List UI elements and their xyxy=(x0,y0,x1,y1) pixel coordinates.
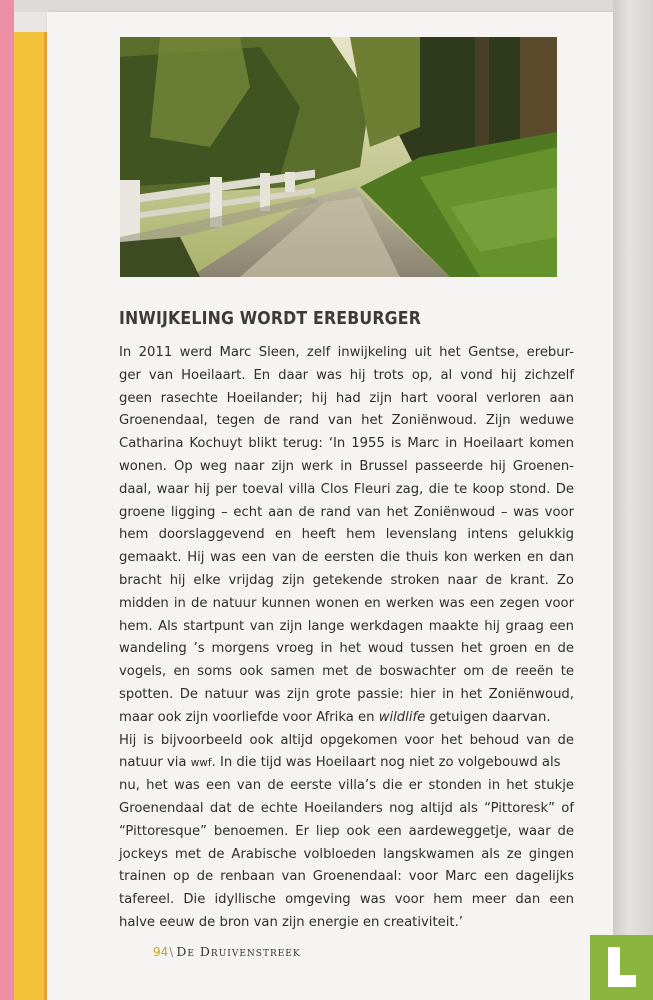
body-text-run: . In die tijd was Hoeilaart nog niet zo volgebouwd als xyxy=(211,755,561,771)
body-line: ger van Hoeilaart. En daar was hij trots op, al vond hij zichzelf xyxy=(119,367,574,383)
body-line: gemaakt. Hij was een van de eersten die thuis kon werken en dan xyxy=(119,550,574,566)
page-footer xyxy=(153,944,301,959)
book-spine-pink xyxy=(0,0,14,1000)
body-line: groene ligging – echt aan de rand van het Zoniënwoud – was voor xyxy=(119,504,574,520)
body-line: wonen. Op weg naar zijn werk in Brussel passeerde hij Groenen- xyxy=(119,458,574,474)
page-stack-edge xyxy=(613,0,653,1000)
article-heading: INWIJKELING WORDT EREBURGER xyxy=(119,309,422,329)
wwf-smallcaps: wwf xyxy=(190,757,212,770)
footer-separator: \ xyxy=(169,945,174,959)
body-line: Groenendaal, tegen de rand van het Zoniënwoud. Zijn weduwe xyxy=(119,413,574,429)
body-line: Catharina Kochuyt blikt terug: ‘In 1955 is Marc in Hoeilaart komen xyxy=(119,436,574,452)
body-line: wandeling ’s morgens vroeg in het woud tussen het groen en de xyxy=(119,641,574,657)
body-line: Hij is bijvoorbeeld ook altijd opgekomen voor het behoud van de xyxy=(119,732,574,748)
body-line: jockeys met de Arabische volbloeden langskwamen als ze gingen xyxy=(119,846,574,862)
page-number: 94 xyxy=(153,945,169,959)
body-line: Groenendaal dat de echte Hoeilanders nog altijd als “Pittoresk” of xyxy=(119,800,574,816)
body-text-run: getuigen daarvan. xyxy=(425,709,551,725)
body-line: bracht hij elke vrijdag zijn getekende stroken naar de krant. Zo xyxy=(119,572,574,588)
body-line: geen rasechte Hoeilander; hij had zijn hart vooral verloren aan xyxy=(119,390,574,406)
page-top-edge xyxy=(0,0,653,12)
body-line: “Pittoresque” benoemen. Er liep ook een aardeweggetje, waar de xyxy=(119,823,574,839)
italic-word: wildlife xyxy=(378,709,426,725)
body-line xyxy=(119,707,574,730)
logo-letter-l-base xyxy=(608,975,636,987)
body-line: daal, waar hij per toeval villa Clos Fleuri zag, die te koop stond. De xyxy=(119,481,574,497)
body-line: tafereel. Die idyllische omgeving was voor hem meer dan een xyxy=(119,892,574,908)
body-line: hem doorslaggevend en heeft hem levenslang intens gelukkig xyxy=(119,527,574,543)
garden-path-photo xyxy=(120,37,557,277)
body-line: trainen op de renbaan van Groenendaal: voor Marc een dagelijks xyxy=(119,869,574,885)
body-line: spotten. De natuur was zijn grote passie: hier in het Zoniënwoud, xyxy=(119,686,574,702)
body-line: In 2011 werd Marc Sleen, zelf inwijkeling uit het Gentse, erebur- xyxy=(119,345,574,360)
body-line: halve eeuw de bron van zijn energie en creativiteit.’ xyxy=(119,914,463,930)
body-text-run: natuur via xyxy=(119,755,191,771)
body-text-run: maar ook zijn voorliefde voor Afrika en xyxy=(119,709,379,725)
body-line xyxy=(119,752,574,775)
book-spine-yellow xyxy=(14,32,46,1000)
body-line: hem. Als startpunt van zijn lange werkdagen maakte hij graag een xyxy=(119,618,574,634)
body-line: vogels, en soms ook samen met de boswachter om de reeën te xyxy=(119,664,574,680)
lastdodo-logo-icon xyxy=(590,935,653,1000)
article-body xyxy=(119,342,574,935)
section-title: De Druivenstreek xyxy=(176,944,301,959)
body-line: nu, het was een van de eerste villa’s die er stonden in het stukje xyxy=(119,778,574,794)
body-line: midden in de natuur kunnen wonen en werken was een zegen voor xyxy=(119,595,574,611)
